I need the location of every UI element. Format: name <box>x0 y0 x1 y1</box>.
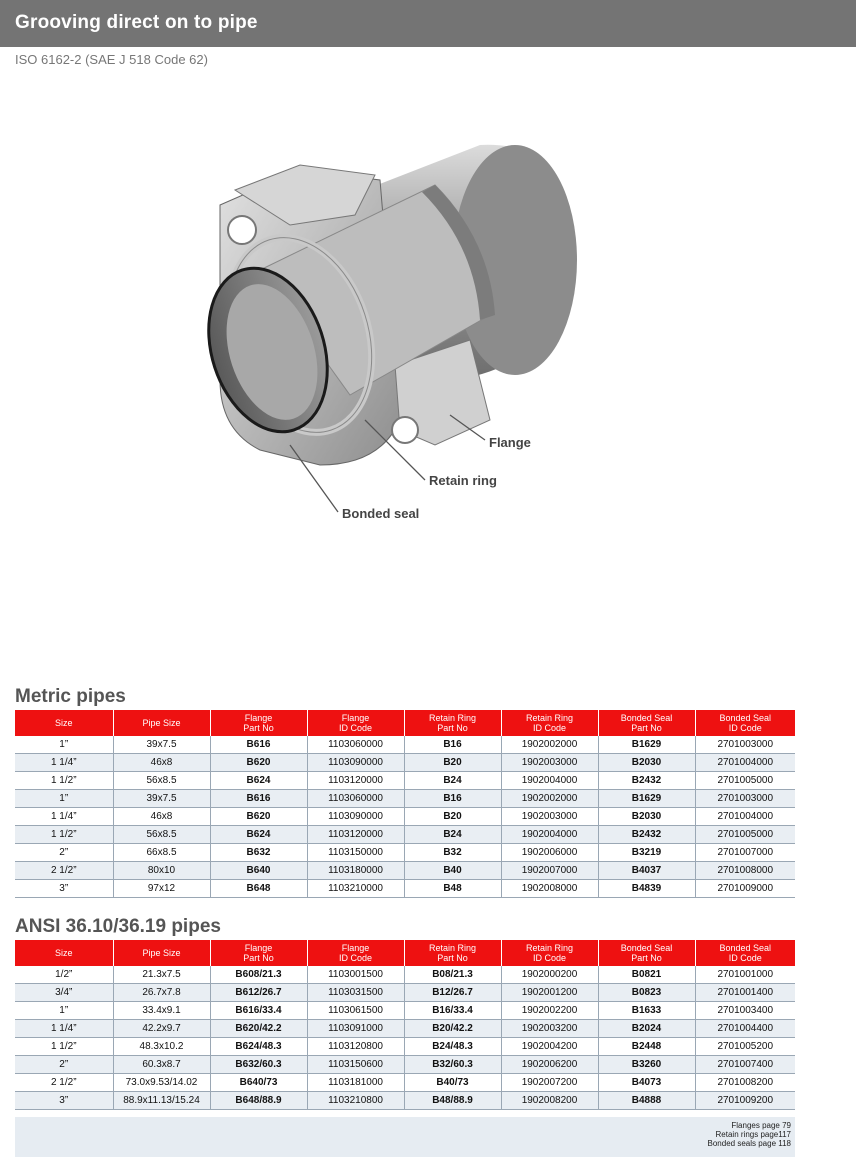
table-cell: 2701005000 <box>695 826 795 844</box>
table-row <box>15 1020 795 1038</box>
table-cell: 1 1/4” <box>15 1020 113 1038</box>
table-row <box>15 862 795 880</box>
table-cell: B48 <box>404 880 501 898</box>
table-cell: 1103090000 <box>307 808 404 826</box>
table-cell: 1902004000 <box>501 826 598 844</box>
table-cell: 48.3x10.2 <box>113 1038 210 1056</box>
table-cell: B2024 <box>598 1020 695 1038</box>
bonded-seals-page-ref: Bonded seals page 118 <box>707 1139 791 1148</box>
table-cell: 46x8 <box>113 754 210 772</box>
table-cell: 1 1/4” <box>15 808 113 826</box>
table-cell: 1902003000 <box>501 754 598 772</box>
table-cell: 1 1/4” <box>15 754 113 772</box>
table-cell: B4888 <box>598 1092 695 1110</box>
table-cell: 1902008200 <box>501 1092 598 1110</box>
table-cell: B624 <box>210 772 307 790</box>
table-cell: 1103001500 <box>307 966 404 984</box>
metric-header-row <box>15 710 795 736</box>
retain-ring-label: Retain ring <box>429 473 497 488</box>
bolt-hole-bottom <box>392 417 418 443</box>
table-cell: B2030 <box>598 808 695 826</box>
table-cell: B648/88.9 <box>210 1092 307 1110</box>
metric-header-cell: Flange ID Code <box>307 710 404 736</box>
metric-parts-table <box>15 710 795 898</box>
table-row <box>15 754 795 772</box>
table-cell: B0823 <box>598 984 695 1002</box>
table-cell: 2701005200 <box>695 1038 795 1056</box>
ansi-section-title: ANSI 36.10/36.19 pipes <box>15 916 221 937</box>
table-cell: B3219 <box>598 844 695 862</box>
table-row <box>15 736 795 754</box>
metric-header-cell: Flange Part No <box>210 710 307 736</box>
flange-label: Flange <box>489 435 531 450</box>
table-cell: 2701009200 <box>695 1092 795 1110</box>
table-cell: B32 <box>404 844 501 862</box>
table-row <box>15 826 795 844</box>
ansi-header-cell: Retain Ring ID Code <box>501 940 598 966</box>
table-cell: B16/33.4 <box>404 1002 501 1020</box>
retain-rings-page-ref: Retain rings page117 <box>715 1130 791 1139</box>
table-cell: 1 1/2” <box>15 826 113 844</box>
table-cell: 2701005000 <box>695 772 795 790</box>
table-cell: 26.7x7.8 <box>113 984 210 1002</box>
table-cell: 1 1/2” <box>15 1038 113 1056</box>
table-cell: 2701004400 <box>695 1020 795 1038</box>
table-cell: 1103210800 <box>307 1092 404 1110</box>
table-cell: 1103180000 <box>307 862 404 880</box>
table-row <box>15 880 795 898</box>
table-cell: 1103091000 <box>307 1020 404 1038</box>
bonded-seal-label: Bonded seal <box>342 506 420 521</box>
table-cell: 1103150600 <box>307 1056 404 1074</box>
table-cell: 39x7.5 <box>113 736 210 754</box>
table-cell: 1103061500 <box>307 1002 404 1020</box>
table-cell: 1902006200 <box>501 1056 598 1074</box>
table-row <box>15 808 795 826</box>
table-cell: B32/60.3 <box>404 1056 501 1074</box>
table-cell: B16 <box>404 790 501 808</box>
flange-assembly-illustration <box>150 120 600 540</box>
table-cell: 2” <box>15 1056 113 1074</box>
table-cell: 1902007200 <box>501 1074 598 1092</box>
bolt-hole-top <box>228 216 256 244</box>
table-cell: 1902003200 <box>501 1020 598 1038</box>
table-cell: 1103060000 <box>307 790 404 808</box>
table-cell: 56x8.5 <box>113 772 210 790</box>
page-subtitle: ISO 6162-2 (SAE J 518 Code 62) <box>15 52 208 67</box>
table-row <box>15 844 795 862</box>
table-cell: 2 1/2” <box>15 862 113 880</box>
table-cell: 1103031500 <box>307 984 404 1002</box>
header-bar <box>0 0 856 47</box>
table-cell: 2701003400 <box>695 1002 795 1020</box>
table-cell: 1902002000 <box>501 790 598 808</box>
table-cell: 2701004000 <box>695 754 795 772</box>
table-cell: B640/73 <box>210 1074 307 1092</box>
table-cell: B2432 <box>598 772 695 790</box>
metric-header-cell: Pipe Size <box>113 710 210 736</box>
table-cell: 1902004200 <box>501 1038 598 1056</box>
table-cell: 1902006000 <box>501 844 598 862</box>
table-cell: 2701007400 <box>695 1056 795 1074</box>
table-cell: 73.0x9.53/14.02 <box>113 1074 210 1092</box>
table-cell: 88.9x11.13/15.24 <box>113 1092 210 1110</box>
table-cell: B20/42.2 <box>404 1020 501 1038</box>
table-cell: B624 <box>210 826 307 844</box>
metric-header-cell: Bonded Seal ID Code <box>695 710 795 736</box>
table-cell: 1902004000 <box>501 772 598 790</box>
table-cell: 1 1/2” <box>15 772 113 790</box>
table-cell: 1902001200 <box>501 984 598 1002</box>
table-row <box>15 1056 795 1074</box>
table-cell: B632 <box>210 844 307 862</box>
ansi-parts-table <box>15 940 795 1110</box>
table-cell: B640 <box>210 862 307 880</box>
table-cell: 66x8.5 <box>113 844 210 862</box>
table-cell: 1902002000 <box>501 736 598 754</box>
table-cell: B0821 <box>598 966 695 984</box>
table-cell: B48/88.9 <box>404 1092 501 1110</box>
table-row <box>15 1074 795 1092</box>
flanges-page-ref: Flanges page 79 <box>731 1121 791 1130</box>
ansi-header-cell: Flange Part No <box>210 940 307 966</box>
table-cell: 60.3x8.7 <box>113 1056 210 1074</box>
table-cell: B616 <box>210 736 307 754</box>
table-cell: 2” <box>15 844 113 862</box>
table-cell: B1629 <box>598 790 695 808</box>
table-cell: B08/21.3 <box>404 966 501 984</box>
table-cell: 1103150000 <box>307 844 404 862</box>
table-cell: B2448 <box>598 1038 695 1056</box>
table-row <box>15 984 795 1002</box>
metric-section-title: Metric pipes <box>15 686 126 707</box>
table-cell: 3” <box>15 1092 113 1110</box>
table-cell: 97x12 <box>113 880 210 898</box>
table-cell: B620 <box>210 754 307 772</box>
table-cell: B2030 <box>598 754 695 772</box>
table-cell: B24/48.3 <box>404 1038 501 1056</box>
table-cell: B624/48.3 <box>210 1038 307 1056</box>
table-cell: 1103120800 <box>307 1038 404 1056</box>
table-cell: 2701007000 <box>695 844 795 862</box>
table-cell: 46x8 <box>113 808 210 826</box>
table-cell: 1902000200 <box>501 966 598 984</box>
table-row <box>15 772 795 790</box>
table-cell: 42.2x9.7 <box>113 1020 210 1038</box>
table-cell: 1/2” <box>15 966 113 984</box>
ansi-header-cell: Bonded Seal Part No <box>598 940 695 966</box>
table-cell: 1103210000 <box>307 880 404 898</box>
table-cell: B608/21.3 <box>210 966 307 984</box>
table-cell: B20 <box>404 808 501 826</box>
table-cell: 2701003000 <box>695 790 795 808</box>
table-cell: 1103120000 <box>307 826 404 844</box>
table-cell: 1” <box>15 736 113 754</box>
table-cell: 2701003000 <box>695 736 795 754</box>
table-cell: 2701008000 <box>695 862 795 880</box>
metric-header-cell: Retain Ring Part No <box>404 710 501 736</box>
table-cell: B40 <box>404 862 501 880</box>
table-cell: 39x7.5 <box>113 790 210 808</box>
table-cell: 2701009000 <box>695 880 795 898</box>
metric-header-cell: Bonded Seal Part No <box>598 710 695 736</box>
table-cell: 3” <box>15 880 113 898</box>
table-cell: B648 <box>210 880 307 898</box>
table-cell: B24 <box>404 772 501 790</box>
table-cell: 1902007000 <box>501 862 598 880</box>
table-cell: 1902002200 <box>501 1002 598 1020</box>
table-cell: B612/26.7 <box>210 984 307 1002</box>
table-cell: 1103060000 <box>307 736 404 754</box>
table-cell: 1103181000 <box>307 1074 404 1092</box>
table-row <box>15 1092 795 1110</box>
table-row <box>15 1002 795 1020</box>
ansi-header-cell: Size <box>15 940 113 966</box>
table-cell: B3260 <box>598 1056 695 1074</box>
table-cell: B616 <box>210 790 307 808</box>
table-cell: 1” <box>15 790 113 808</box>
table-cell: 1” <box>15 1002 113 1020</box>
table-cell: B24 <box>404 826 501 844</box>
table-cell: B20 <box>404 754 501 772</box>
table-cell: 3/4” <box>15 984 113 1002</box>
table-cell: B40/73 <box>404 1074 501 1092</box>
table-cell: 1103090000 <box>307 754 404 772</box>
table-cell: 21.3x7.5 <box>113 966 210 984</box>
table-cell: 80x10 <box>113 862 210 880</box>
table-cell: 2701001000 <box>695 966 795 984</box>
table-row <box>15 966 795 984</box>
table-cell: B632/60.3 <box>210 1056 307 1074</box>
table-cell: B4037 <box>598 862 695 880</box>
ansi-header-cell: Bonded Seal ID Code <box>695 940 795 966</box>
ansi-header-row <box>15 940 795 966</box>
metric-header-cell: Size <box>15 710 113 736</box>
ansi-header-cell: Pipe Size <box>113 940 210 966</box>
table-cell: 2701008200 <box>695 1074 795 1092</box>
table-cell: B4073 <box>598 1074 695 1092</box>
table-row <box>15 790 795 808</box>
page-title: Grooving direct on to pipe <box>15 12 258 33</box>
table-cell: B616/33.4 <box>210 1002 307 1020</box>
table-cell: 1103120000 <box>307 772 404 790</box>
table-cell: B1629 <box>598 736 695 754</box>
table-cell: B12/26.7 <box>404 984 501 1002</box>
table-cell: 56x8.5 <box>113 826 210 844</box>
table-cell: 2 1/2” <box>15 1074 113 1092</box>
table-cell: B2432 <box>598 826 695 844</box>
table-cell: B1633 <box>598 1002 695 1020</box>
table-cell: 33.4x9.1 <box>113 1002 210 1020</box>
ansi-header-cell: Retain Ring Part No <box>404 940 501 966</box>
table-row <box>15 1038 795 1056</box>
table-cell: 2701004000 <box>695 808 795 826</box>
table-cell: B4839 <box>598 880 695 898</box>
table-cell: B620/42.2 <box>210 1020 307 1038</box>
table-cell: B16 <box>404 736 501 754</box>
ansi-header-cell: Flange ID Code <box>307 940 404 966</box>
table-cell: 1902003000 <box>501 808 598 826</box>
page-references-box <box>15 1117 795 1157</box>
table-cell: 2701001400 <box>695 984 795 1002</box>
table-cell: 1902008000 <box>501 880 598 898</box>
metric-header-cell: Retain Ring ID Code <box>501 710 598 736</box>
table-cell: B620 <box>210 808 307 826</box>
